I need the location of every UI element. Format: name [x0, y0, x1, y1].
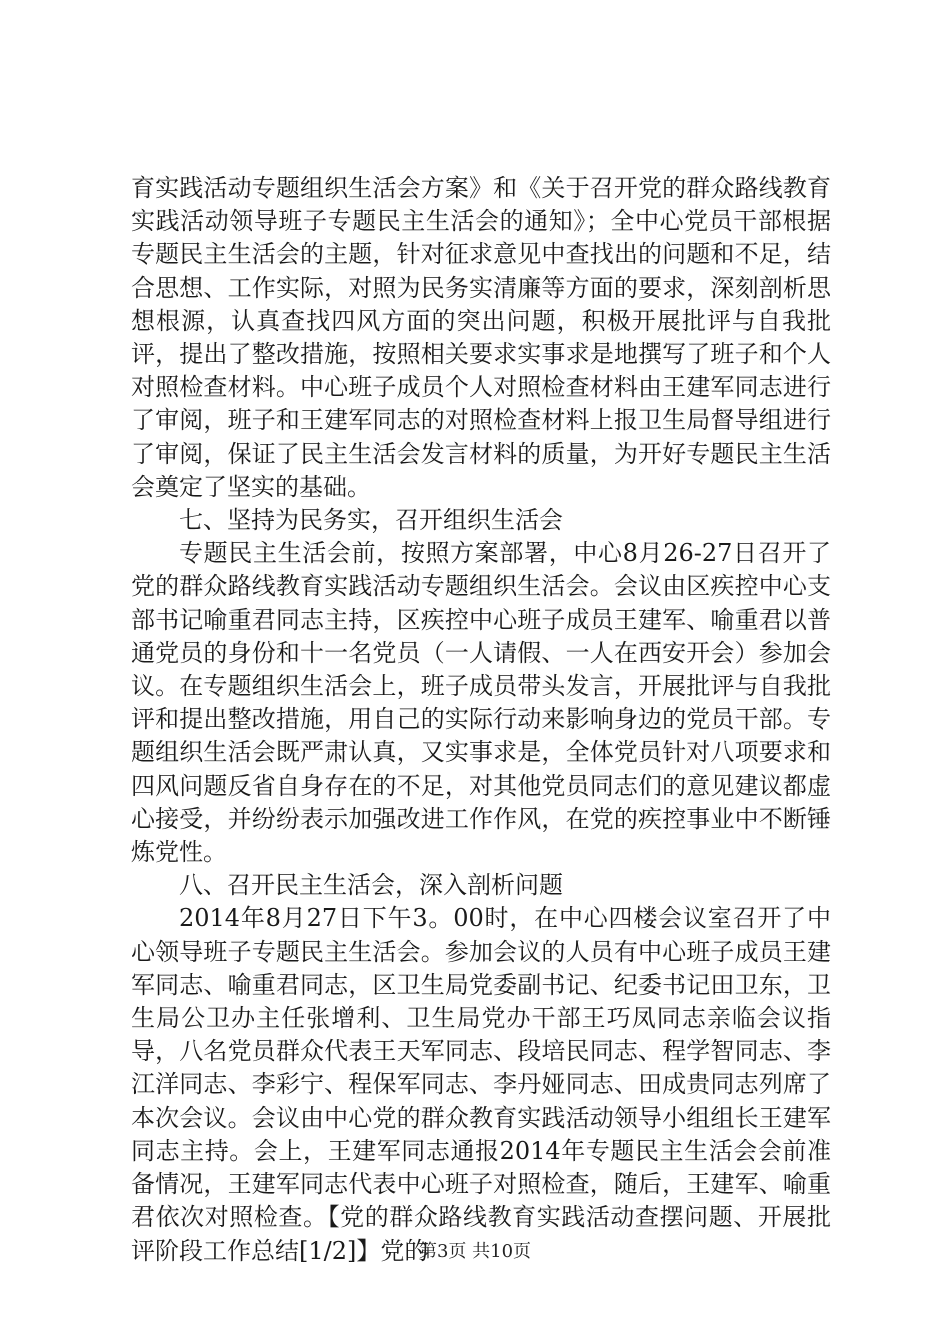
section-heading-7: 七、坚持为民务实，召开组织生活会 — [179, 506, 563, 535]
paragraph-democratic-meeting: 2014年8月27日下午3。00时，在中心四楼会议室召开了中心领导班子专题民主生活会。参加会议的人员有中心班子成员王建军同志、喻重君同志，区卫生局党委副书记、纪委书记田卫东，卫生局公卫办主任张增利、卫生局党办干部王巧凤同志亲临会议指导，八名党员群众代表王天军同志、段培民同志、程学智同志、李江洋同志、李彩宁、程保军同志、李丹娅同志、田成贵同志列席了本次会议。会议由中心党的群众教育实践活动领导小组组长王建军同志主持。会上，王建军同志通报2014年专题民主生活会会前准备情况，王建军同志代表中心班子对照检查，随后，王建军、喻重君依次对照检查。【党的群众路线教育实践活动查摆问题、开展批评阶段工作总结[1/2]】党的 — [131, 904, 831, 1265]
page-number-footer: 第3页 共10页 — [418, 1241, 532, 1262]
section-heading-8: 八、召开民主生活会，深入剖析问题 — [179, 871, 563, 900]
paragraph-organization-meeting: 专题民主生活会前，按照方案部署，中心8月26-27日召开了党的群众路线教育实践活动专题组织生活会。会议由区疾控中心支部书记喻重君同志主持，区疾控中心班子成员王建军、喻重君以普通党员的身份和十一名党员（一人请假、一人在西安开会）参加会议。在专题组织生活会上，班子成员带头发言，开展批评与自我批评和提出整改措施，用自己的实际行动来影响身边的党员干部。专题组织生活会既严肃认真，又实事求是，全体党员针对八项要求和四风问题反省自身存在的不足，对其他党员同志们的意见建议都虚心接受，并纷纷表示加强改进工作作风，在党的疾控事业中不断锤炼党性。 — [131, 539, 831, 867]
document-body — [131, 172, 831, 1268]
paragraph-continuation: 育实践活动专题组织生活会方案》和《关于召开党的群众路线教育实践活动领导班子专题民主生活会的通知》；全中心党员干部根据专题民主生活会的主题，针对征求意见中查找出的问题和不足，结合思想、工作实际，对照为民务实清廉等方面的要求，深刻剖析思想根源，认真查找四风方面的突出问题，积极开展批评与自我批评，提出了整改措施，按照相关要求实事求是地撰写了班子和个人对照检查材料。中心班子成员个人对照检查材料由王建军同志进行了审阅，班子和王建军同志的对照检查材料上报卫生局督导组进行了审阅，保证了民主生活会发言材料的质量，为开好专题民主生活会奠定了坚实的基础。 — [131, 174, 831, 501]
